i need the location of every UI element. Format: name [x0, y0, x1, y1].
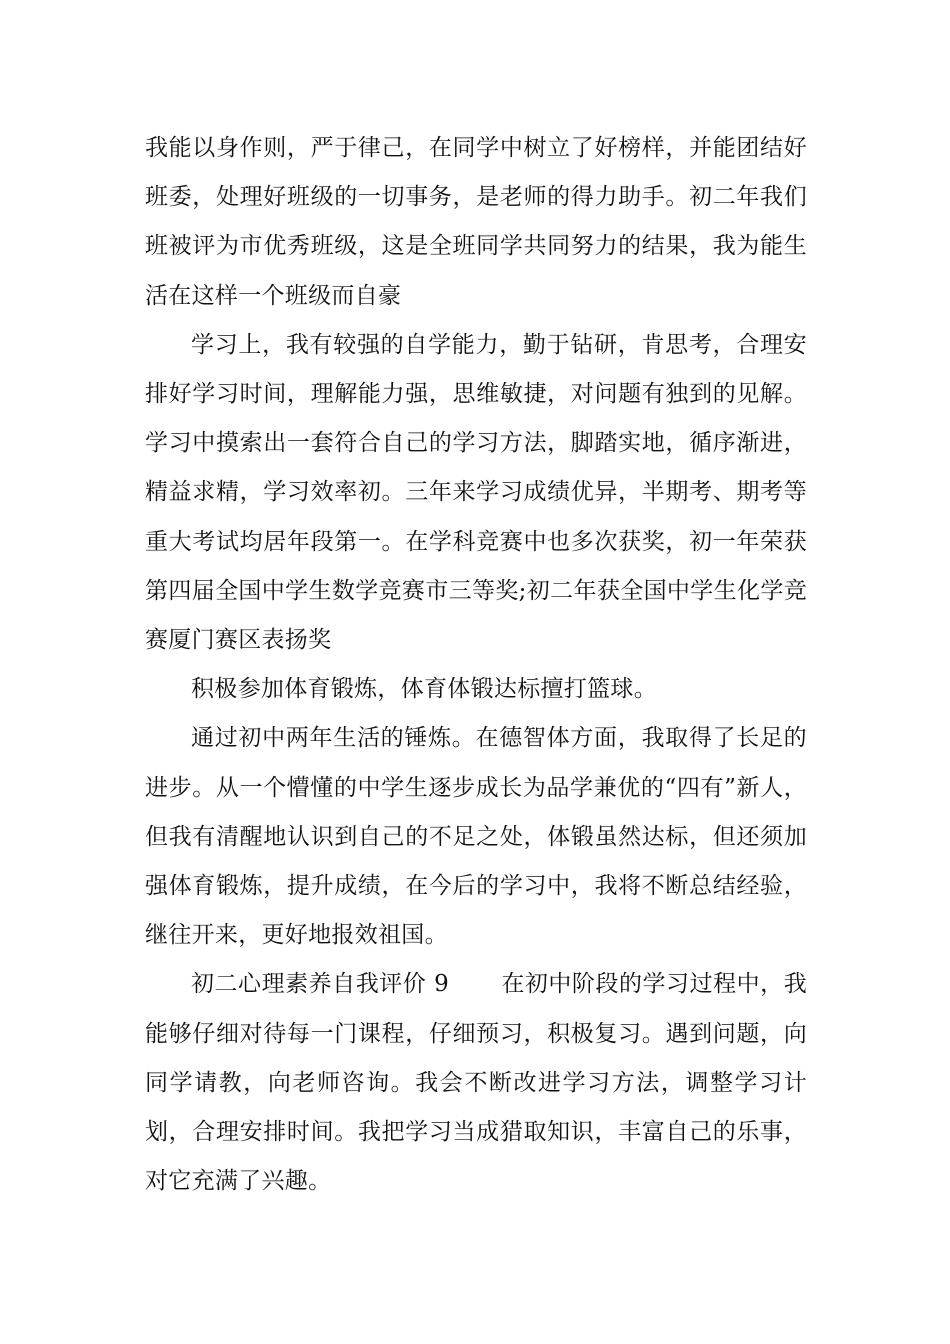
paragraph-sports: 积极参加体育锻炼，体育体锻达标擅打篮球。 — [191, 676, 657, 703]
paragraph-leadership: 我能以身作则，严于律己，在同学中树立了好榜样，并能团结好班委，处理好班级的一切事务，是老师的得力助手。初二年我们班被评为市优秀班级，这是全班同学共同努力的结果，我为能生活在这样一个班级而自豪 — [145, 135, 807, 309]
paragraph-self-evaluation-9 — [145, 960, 807, 1206]
document-body — [145, 124, 807, 1206]
paragraph-study: 学习上，我有较强的自学能力，勤于钻研，肯思考，合理安排好学习时间，理解能力强，思维敏捷，对问题有独到的见解。学习中摸索出一套符合自己的学习方法，脚踏实地，循序渐进，精益求精，学习效率初。三年来学习成绩优异，半期考、期考等重大考试均居年段第一。在学科竞赛中也多次获奖，初一年荣获第四届全国中学生数学竞赛市三等奖;初二年获全国中学生化学竞赛厦门赛区表扬奖 — [145, 331, 807, 654]
paragraph-summary: 通过初中两年生活的锤炼。在德智体方面，我取得了长足的进步。从一个懵懂的中学生逐步成长为品学兼优的“四有”新人，但我有清醒地认识到自己的不足之处，体锻虽然达标，但还须加强体育锻炼，提升成绩，在今后的学习中，我将不断总结经验，继往开来，更好地报效祖国。 — [145, 725, 807, 949]
section-heading: 初二心理素养自我评价 9 — [191, 971, 450, 998]
paragraph-text: 在初中阶段的学习过程中，我能够仔细对待每一门课程，仔细预习，积极复习。遇到问题，向同学请教，向老师咨询。我会不断改进学习方法，调整学习计划，合理安排时间。我把学习当成猎取知识，丰富自己的乐事，对它充满了兴趣。 — [145, 971, 807, 1195]
